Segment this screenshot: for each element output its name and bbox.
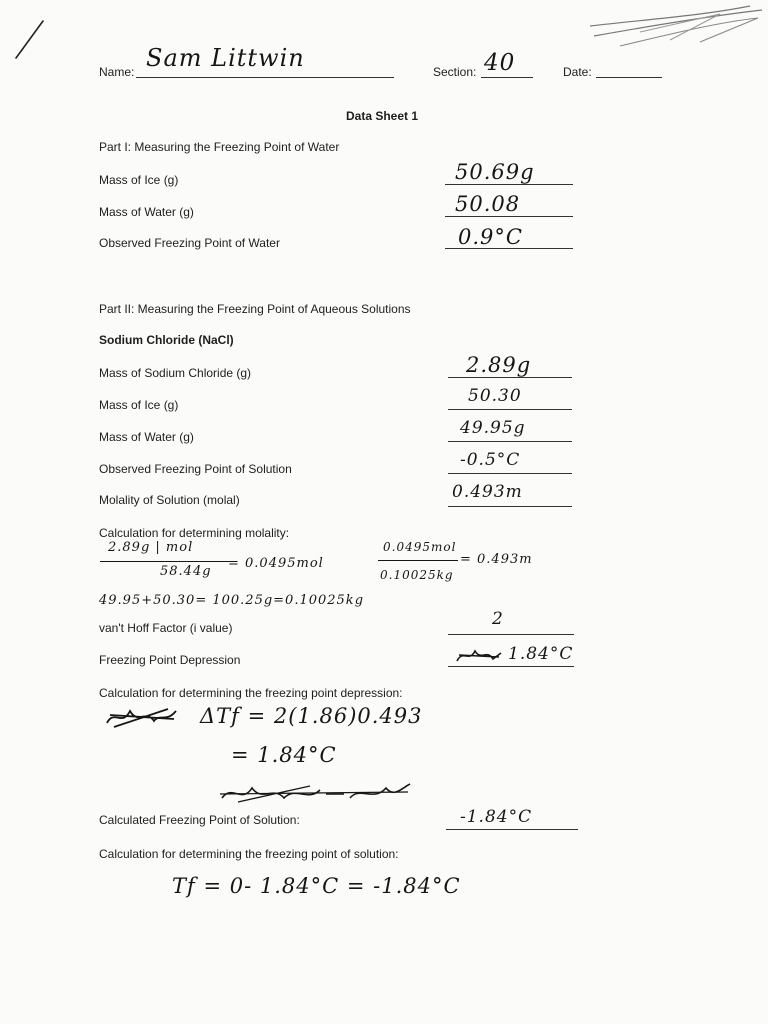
sheet-title: Data Sheet 1	[346, 109, 419, 123]
part1-heading: Part I: Measuring the Freezing Point of Water	[99, 140, 340, 154]
fpd-work-line1: ΔTf = 2(1.86)0.493	[200, 704, 423, 728]
part2-row-value: 2.89g	[466, 353, 532, 377]
molality-frac1-numerator: 2.89g | mol	[108, 540, 194, 555]
calc-fp-label: Calculated Freezing Point of Solution:	[99, 813, 300, 827]
answer-line	[445, 184, 573, 185]
pen-mark-top-left	[10, 18, 50, 63]
answer-line	[445, 248, 573, 249]
vant-hoff-label: van't Hoff Factor (i value)	[99, 621, 233, 635]
section-value: 40	[484, 50, 516, 76]
molality-frac2-numerator: 0.0495mol	[383, 540, 457, 554]
part1-row-value: 50.69g	[455, 160, 535, 184]
part2-row-label: Mass of Ice (g)	[99, 398, 179, 412]
fpd-calc-label: Calculation for determining the freezing point depression:	[99, 686, 403, 700]
section-label: Section:	[433, 65, 477, 79]
fp-work: Tf = 0- 1.84°C = -1.84°C	[172, 874, 461, 898]
water-mass-sum: 49.95+50.30= 100.25g=0.10025kg	[99, 593, 365, 608]
calc-fp-value: -1.84°C	[460, 807, 533, 827]
part1-row-label: Observed Freezing Point of Water	[99, 236, 280, 250]
fpd-work-line2: = 1.84°C	[231, 743, 337, 767]
answer-line	[448, 441, 572, 442]
pen-scribble-top-right	[580, 2, 768, 57]
part1-row-value: 50.08	[455, 192, 521, 216]
part1-row-label: Mass of Ice (g)	[99, 173, 179, 187]
part2-row-value: 49.95g	[460, 418, 526, 438]
molality-frac1-denominator: 58.44g	[160, 564, 212, 579]
part2-row-value: -0.5°C	[460, 450, 521, 470]
part2-subheading: Sodium Chloride (NaCl)	[99, 333, 234, 347]
name-label: Name:	[99, 65, 135, 79]
answer-line	[448, 634, 574, 635]
part2-row-label: Molality of Solution (molal)	[99, 493, 240, 507]
name-value: Sam Littwin	[146, 44, 305, 72]
molality-calc-label: Calculation for determining molality:	[99, 526, 290, 540]
part2-row-label: Mass of Sodium Chloride (g)	[99, 366, 252, 380]
molality-frac1-result: = 0.0495mol	[228, 556, 324, 571]
name-field-line	[136, 77, 394, 78]
fpd-value: 1.84°C	[508, 644, 574, 664]
molality-frac2-result: = 0.493m	[460, 552, 533, 567]
fraction-bar	[100, 561, 230, 562]
part2-row-label: Observed Freezing Point of Solution	[99, 462, 292, 476]
answer-line	[446, 829, 578, 830]
crossed-out-scribble	[455, 647, 503, 665]
answer-line	[448, 377, 572, 378]
part2-row-value: 0.493m	[452, 482, 523, 502]
fp-calc-label: Calculation for determining the freezing point of solution:	[99, 847, 399, 861]
section-field-line	[481, 77, 533, 78]
molality-frac2-denominator: 0.10025kg	[380, 568, 454, 582]
part1-row-value: 0.9°C	[458, 225, 523, 249]
answer-line	[448, 506, 572, 507]
vant-hoff-value: 2	[492, 609, 504, 629]
part2-row-value: 50.30	[468, 386, 522, 406]
crossed-out-scribble	[218, 780, 414, 808]
part2-heading: Part II: Measuring the Freezing Point of Aqueous Solutions	[99, 302, 411, 316]
fraction-bar	[378, 560, 458, 561]
answer-line	[448, 409, 572, 410]
date-field-line	[596, 77, 662, 78]
part2-row-label: Mass of Water (g)	[99, 430, 194, 444]
fpd-label: Freezing Point Depression	[99, 653, 241, 667]
date-label: Date:	[563, 65, 592, 79]
answer-line	[448, 473, 572, 474]
answer-line	[448, 666, 574, 667]
part1-row-label: Mass of Water (g)	[99, 205, 194, 219]
answer-line	[445, 216, 573, 217]
crossed-out-scribble	[104, 705, 180, 731]
